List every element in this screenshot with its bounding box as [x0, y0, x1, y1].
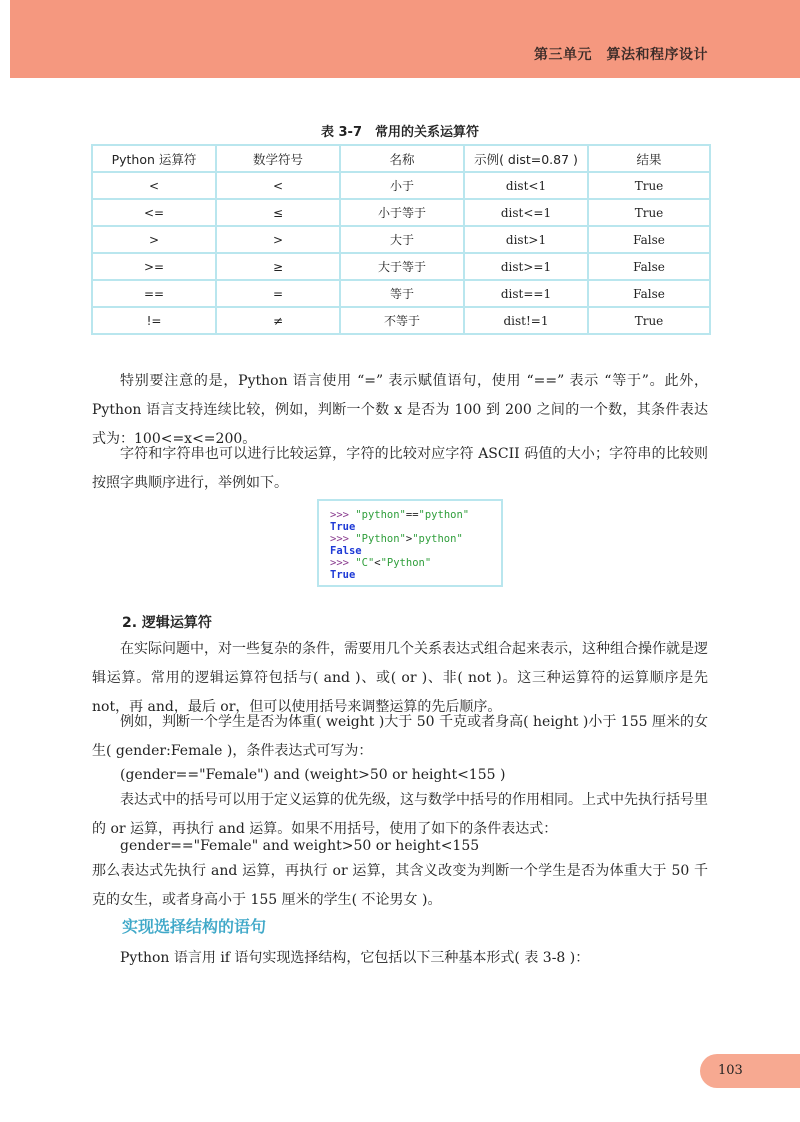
subsection-title: 实现选择结构的语句	[122, 917, 267, 936]
paragraph: 字符和字符串也可以进行比较运算，字符的比较对应字符 ASCII 码值的大小；字符串的比较则按照字典顺序进行，举例如下。	[92, 446, 708, 491]
table-cell: dist<=1	[464, 199, 588, 226]
table-row	[92, 307, 710, 334]
code-line: False	[330, 545, 362, 557]
table-row	[92, 172, 710, 199]
column-header: 示例( dist=0.87 )	[464, 145, 588, 172]
table-cell: False	[588, 280, 710, 307]
page-number-tab	[700, 1054, 800, 1088]
column-header: 结果	[588, 145, 710, 172]
table-cell: dist!=1	[464, 307, 588, 334]
expression: (gender=="Female") and (weight>50 or height<155 )	[120, 767, 506, 783]
expression: gender=="Female" and weight>50 or height<155	[120, 838, 480, 854]
table-cell: =	[216, 280, 340, 307]
relational-operators-table	[91, 144, 711, 335]
code-example	[317, 499, 503, 587]
paragraph: 那么表达式先执行 and 运算，再执行 or 运算，其含义改变为判断一个学生是否为体重大于 50 千克的女生，或者身高小于 155 厘米的学生( 不论男女 )。	[92, 863, 708, 908]
table-cell: 小于等于	[340, 199, 464, 226]
code-line: >>> "python"=="python"	[330, 509, 470, 521]
table-caption: 表 3-7 常用的关系运算符	[320, 125, 479, 140]
page-number: 103	[718, 1063, 743, 1078]
table-cell: 等于	[340, 280, 464, 307]
table-cell: <	[216, 172, 340, 199]
paragraph: 表达式中的括号可以用于定义运算的优先级，这与数学中括号的作用相同。上式中先执行括号里的 or 运算，再执行 and 运算。如果不用括号，使用了如下的条件表达式：	[92, 792, 708, 837]
table-cell: ≠	[216, 307, 340, 334]
code-line: >>> "Python">"python"	[330, 533, 463, 545]
table-cell: ≤	[216, 199, 340, 226]
table-cell: ==	[92, 280, 216, 307]
paragraph: 在实际问题中，对一些复杂的条件，需要用几个关系表达式组合起来表示，这种组合操作就是逻辑运算。常用的逻辑运算符包括与( and )、或( or )、非( not )。这三种运算符的运算顺序是先 not，再 and，最后 or，但可以使用括号来调整运算的先后顺序。	[92, 641, 708, 715]
table-cell: >	[216, 226, 340, 253]
table-cell: 大于	[340, 226, 464, 253]
table-cell: <	[92, 172, 216, 199]
table-cell: >=	[92, 253, 216, 280]
table-cell: <=	[92, 199, 216, 226]
table-cell: dist<1	[464, 172, 588, 199]
table-cell: 小于	[340, 172, 464, 199]
column-header: 数学符号	[216, 145, 340, 172]
table-cell: True	[588, 199, 710, 226]
table-cell: True	[588, 172, 710, 199]
table-cell: >	[92, 226, 216, 253]
column-header: 名称	[340, 145, 464, 172]
code-line: >>> "C"<"Python"	[330, 557, 432, 569]
table-cell: 大于等于	[340, 253, 464, 280]
unit-title: 第三单元 算法和程序设计	[534, 47, 708, 63]
table-cell: ≥	[216, 253, 340, 280]
table-cell: False	[588, 253, 710, 280]
code-line: True	[330, 569, 356, 581]
table-header-row	[92, 145, 710, 172]
table-row	[92, 280, 710, 307]
table-cell: !=	[92, 307, 216, 334]
paragraph: Python 语言用 if 语句实现选择结构，它包括以下三种基本形式( 表 3-8 )：	[120, 950, 590, 966]
table-cell: dist==1	[464, 280, 588, 307]
section-heading: 2. 逻辑运算符	[122, 615, 212, 631]
table-cell: True	[588, 307, 710, 334]
table-cell: dist>1	[464, 226, 588, 253]
paragraph: 例如，判断一个学生是否为体重( weight )大于 50 千克或者身高( height )小于 155 厘米的女生( gender:Female )，条件表达式可写为：	[92, 714, 708, 759]
column-header: Python 运算符	[92, 145, 216, 172]
paragraph: 特别要注意的是，Python 语言使用 “=” 表示赋值语句，使用 “==” 表示 “等于”。此外，Python 语言支持连续比较，例如，判断一个数 x 是否为 100 到 200 之间的一个数，其条件表达式为：100<=x<=200。	[92, 373, 708, 447]
header-band	[10, 0, 800, 78]
table-row	[92, 226, 710, 253]
table-cell: dist>=1	[464, 253, 588, 280]
code-line: True	[330, 521, 356, 533]
table-row	[92, 199, 710, 226]
table-cell: False	[588, 226, 710, 253]
table-cell: 不等于	[340, 307, 464, 334]
table-row	[92, 253, 710, 280]
